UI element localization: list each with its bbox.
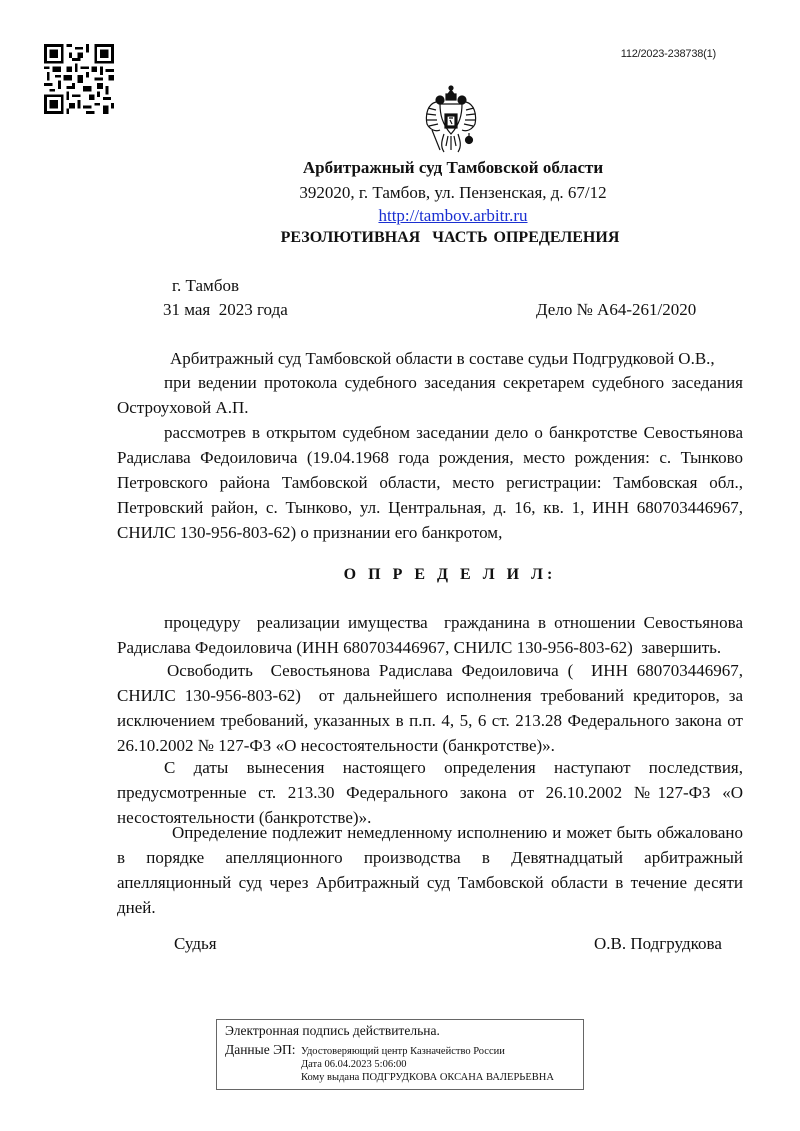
intro-paragraph-3: рассмотрев в открытом судебном заседании дело о банкротстве Севостьянова Радислава Федоиловича (19.04.1968 года рождения, место рождения: с. Тынково Петровского района Тамбовской области, место регистрации: Тамбовская обл., Петровский район, с. Тынково, ул. Центральная, д. 16, кв. 1, ИНН 680703446967, СНИЛС 130-956-803-62) о признании его банкротом,: [117, 423, 743, 542]
e-signature-box: [216, 1019, 584, 1090]
ruling-title: О П Р Е Д Е Л И Л:: [343, 566, 557, 583]
e-signature-details: [301, 1045, 554, 1084]
judge-name: О.В. Подгрудкова: [594, 934, 722, 953]
ruling-paragraph-4: Определение подлежит немедленному исполнению и может быть обжаловано в порядке апелляционного производства в Девятнадцатый арбитражный апелляционный суд через Арбитражный суд Тамбовской области в течение десяти дней.: [117, 823, 743, 917]
intro-paragraph-2: при ведении протокола судебного заседания секретарем судебного заседания Остроуховой А.П.: [117, 373, 743, 417]
city: г. Тамбов: [172, 276, 239, 295]
e-signature-issued-to: Кому выдана ПОДГРУДКОВА ОКСАНА ВАЛЕРЬЕВНА: [301, 1072, 554, 1083]
e-signature-label: Данные ЭП:: [225, 1042, 296, 1057]
court-address: 392020, г. Тамбов, ул. Пензенская, д. 67/12: [299, 183, 607, 202]
coat-of-arms-icon: [422, 84, 480, 156]
qr-code-icon: [44, 44, 114, 114]
ruling-paragraph-3: С даты вынесения настоящего определения наступают последствия, предусмотренные ст. 213.30 Федерального закона от 26.10.2002 №127-ФЗ «О несостоятельности (банкротстве)».: [117, 758, 743, 827]
ruling-paragraph-2: Освободить Севостьянова Радислава Федоиловича ( ИНН 680703446967, СНИЛС 130-956-803-62) от дальнейшего исполнения требований кредиторов, за исключением требований, указанных в п.п. 4, 5, 6 ст. 213.28 Федерального закона от 26.10.2002 № 127-ФЗ «О несостоятельности (банкротстве)».: [117, 661, 748, 755]
intro-paragraph-1: Арбитражный суд Тамбовской области в составе судьи Подгрудковой О.В.,: [170, 349, 715, 368]
e-signature-status: Электронная подпись действительна.: [225, 1023, 440, 1038]
case-number: Дело № А64-261/2020: [536, 300, 697, 319]
court-url-link[interactable]: http://tambov.arbitr.ru: [378, 206, 528, 225]
e-signature-date: Дата 06.04.2023 5:06:00: [301, 1059, 407, 1070]
document-title: РЕЗОЛЮТИВНАЯ ЧАСТЬ ОПРЕДЕЛЕНИЯ: [280, 229, 620, 246]
document-id: 112/2023-238738(1): [620, 48, 716, 60]
judge-role: Судья: [174, 934, 217, 953]
document-date: 31 мая 2023 года: [163, 300, 288, 319]
court-name: Арбитражный суд Тамбовской области: [302, 158, 604, 177]
e-signature-issuer: Удостоверяющий центр Казначейство России: [301, 1046, 505, 1057]
ruling-paragraph-1: процедуру реализации имущества гражданина в отношении Севостьянова Радислава Федоиловича (ИНН 680703446967, СНИЛС 130-956-803-62) завершить.: [117, 613, 748, 657]
